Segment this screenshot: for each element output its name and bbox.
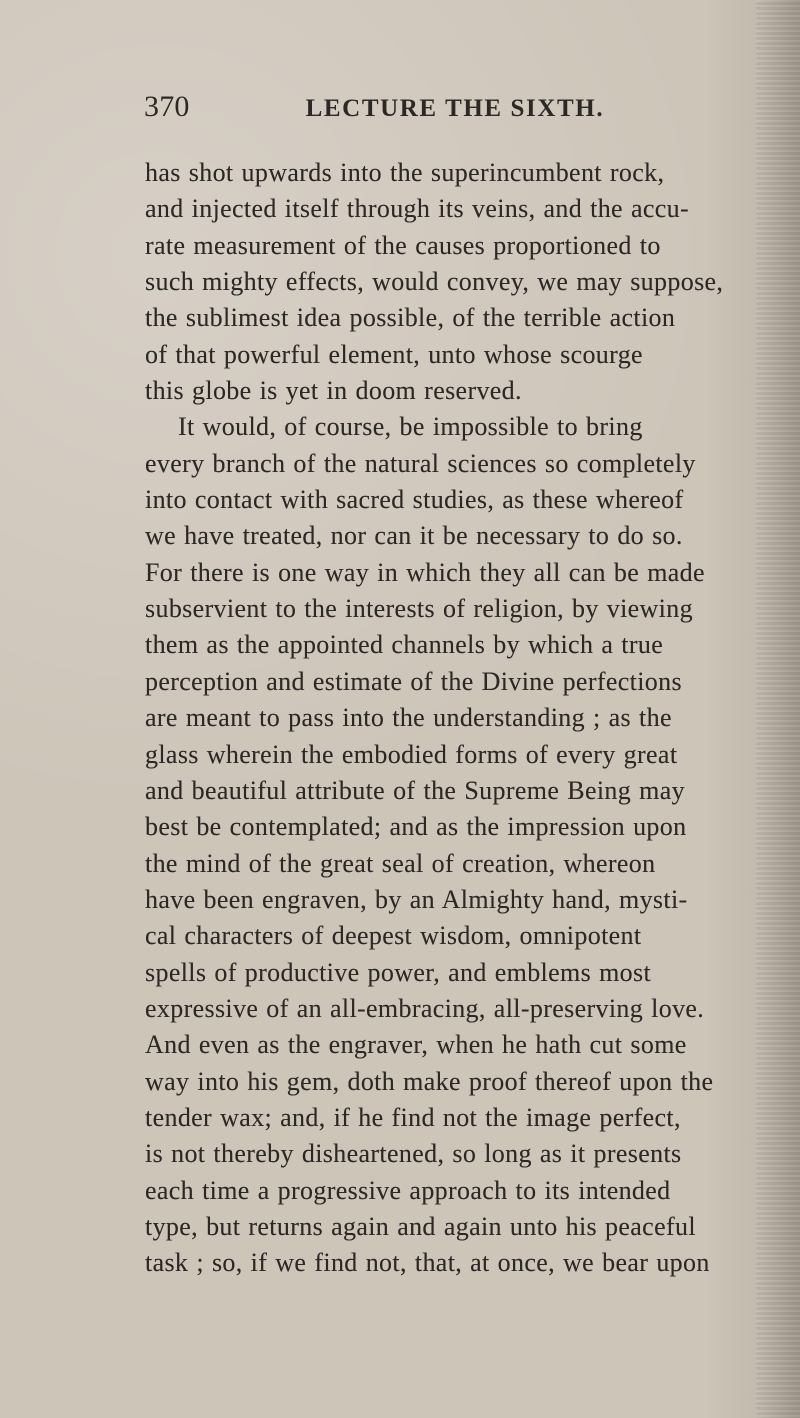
text-line: For there is one way in which they all can be made bbox=[145, 557, 705, 587]
page-edge-shadow bbox=[756, 0, 800, 1418]
text-line: best be contemplated; and as the impression upon bbox=[145, 812, 687, 842]
text-line: this globe is yet in doom reserved. bbox=[145, 376, 522, 406]
text-line: perception and estimate of the Divine perfections bbox=[145, 666, 682, 696]
text-line: the sublimest idea possible, of the terrible action bbox=[145, 303, 676, 333]
text-line: glass wherein the embodied forms of every great bbox=[145, 739, 678, 769]
text-line: the mind of the great seal of creation, whereon bbox=[145, 848, 656, 878]
text-line: such mighty effects, would convey, we may suppose, bbox=[145, 267, 724, 297]
text-line: we have treated, nor can it be necessary to do so. bbox=[145, 521, 683, 551]
text-line: is not thereby disheartened, so long as it presents bbox=[145, 1139, 682, 1169]
page-number: 370 bbox=[144, 90, 190, 123]
text-line: tender wax; and, if he find not the image perfect, bbox=[145, 1102, 681, 1132]
text-line: subservient to the interests of religion, by viewing bbox=[145, 594, 693, 624]
text-line: rate measurement of the causes proportioned to bbox=[145, 230, 661, 260]
text-line: cal characters of deepest wisdom, omnipotent bbox=[145, 921, 642, 951]
text-line: spells of productive power, and emblems most bbox=[145, 957, 652, 987]
paragraph-start-line: It would, of course, be impossible to bring bbox=[178, 412, 643, 442]
text-line: are meant to pass into the understanding ; as the bbox=[145, 703, 672, 733]
text-line: And even as the engraver, when he hath cut some bbox=[145, 1030, 687, 1060]
text-line: expressive of an all-embracing, all-preserving love. bbox=[145, 993, 705, 1023]
text-line: into contact with sacred studies, as these whereof bbox=[145, 485, 684, 515]
text-line: has shot upwards into the superincumbent rock, bbox=[145, 158, 665, 187]
text-line: task ; so, if we find not, that, at once, we bear upon bbox=[145, 1248, 710, 1278]
text-line: way into his gem, doth make proof thereof upon the bbox=[145, 1066, 714, 1096]
text-line: and injected itself through its veins, and the accu- bbox=[145, 194, 690, 224]
text-line: every branch of the natural sciences so completely bbox=[145, 448, 696, 478]
text-line: of that powerful element, unto whose scourge bbox=[145, 339, 643, 369]
text-line: have been engraven, by an Almighty hand, mysti- bbox=[145, 884, 688, 914]
text-line: and beautiful attribute of the Supreme Being may bbox=[145, 775, 685, 805]
text-line: type, but returns again and again unto his peaceful bbox=[145, 1211, 696, 1241]
text-line: each time a progressive approach to its intended bbox=[145, 1175, 671, 1205]
running-title: LECTURE THE SIXTH. bbox=[305, 95, 605, 122]
text-line: them as the appointed channels by which a true bbox=[145, 630, 664, 660]
page-header bbox=[144, 90, 664, 130]
body-text bbox=[145, 155, 724, 1282]
